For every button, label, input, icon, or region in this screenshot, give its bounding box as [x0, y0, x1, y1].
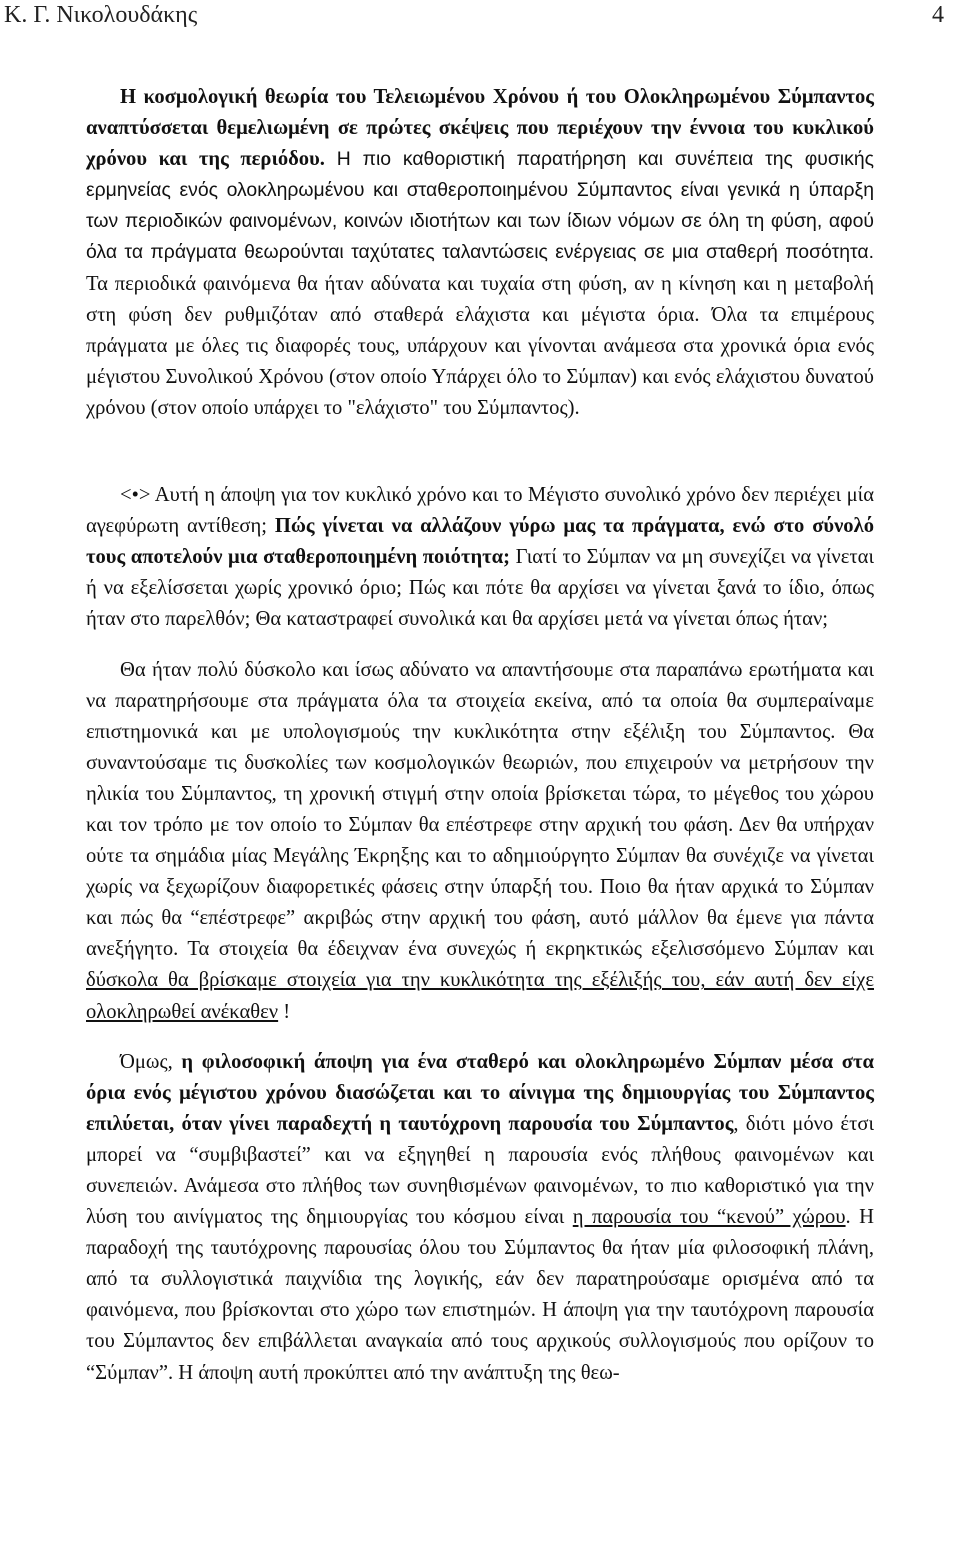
- page-number: 4: [932, 2, 944, 28]
- paragraph-4-underline: η παρουσία του “κενού” χώρου: [572, 1206, 846, 1229]
- paragraph-1: [86, 82, 874, 424]
- paragraph-4-text-2: , διότι μόνο έτσι μπορεί να “συμβιβαστεί” και να εξηγηθεί η παρουσία ενός πλήθους φαινομένων και συνεπειών. Ανάμεσα στο πλήθος των συνηθισμένων φαινομένων, το πιο καθοριστικό για την λύση του αινίγματος της δημιουργίας του κόσμου είναι: [86, 1112, 874, 1229]
- paragraph-4-text-3: . Η παραδοχή της ταυτόχρονης παρουσίας όλου του Σύμπαντος θα ήταν μία φιλοσοφική πλάνη, από τα συλλογιστικά παιχνίδια της λογικής, εάν δεν παρατηρούσαμε ορισμένα από τα φαινόμενα, που βρίσκονται στο χώρο των επιστημών. Η άποψη για την ταυτόχρονη παρουσία του Σύμπαντος δεν επιβάλλεται αναγκαία από τους αρχικούς συλλογισμούς που ορίζουν το “Σύμπαν”. Η άποψη αυτή προκύπτει από την ανάπτυξη της θεω-: [86, 1206, 874, 1384]
- paragraph-1-text: Η πιο καθοριστική παρατήρηση και συνέπεια της φυσικής ερμηνείας ενός ολοκληρωμένου και σταθεροποιημένου Σύμπαντος είναι γενικά η ύπαρξη των περιοδικών φαινομένων, κοινών ιδιοτήτων και των ίδιων νόμων σε όλη τη φύση, αφού όλα τα πράγματα θεωρούνται ταχύτατες ταλαντώσεις ενέργειας σε μια σταθερή ποσότητα.: [86, 148, 874, 264]
- paragraph-4-text: Όμως,: [120, 1050, 182, 1073]
- paragraph-3-text-2: !: [278, 1000, 291, 1023]
- paragraph-3-text: Θα ήταν πολύ δύσκολο και ίσως αδύνατο να απαντήσουμε στα παραπάνω ερωτήματα και να παρατηρήσουμε στα πράγματα όλα τα στοιχεία εκείνα, από τα οποία θα συμπεραίναμε επιστημονικά και με υπολογισμούς την κυκλικότητα στην εξέλιξη του Σύμπαντος. Θα συναντούσαμε τις δυσκολίες των κοσμολογικών θεωριών, που επιχειρούν να μετρήσουν την ηλικία του Σύμπαντος, τη χρονική στιγμή στην οποία βρίσκεται τώρα, το μέγεθος του χώρου και τον τρόπο με τον οποίο το Σύμπαν θα επέστρεφε στην αρχική του φάση. Δεν θα υπήρχαν ούτε τα σημάδια μίας Μεγάλης Έκρηξης και το αδημιούργητο Σύμπαν θα συνέχιζε να γίνεται χωρίς να ξεχωρίζουν διαφορετικές φάσεις στην ύπαρξή του. Ποιο θα ήταν αρχικά το Σύμπαν και πώς θα “επέστρεφε” ακριβώς στην αρχική του φάση, αυτό μάλλον θα έμενε για πάντα ανεξήγητο. Τα στοιχεία θα έδειχναν ένα συνεχώς ή εκρηκτικώς εξελισσόμενο Σύμπαν και: [86, 658, 874, 961]
- paragraph-2: [86, 480, 874, 635]
- paragraph-2-text-2: Γιατί το Σύμπαν να μη συνεχίζει να γίνεται ή να εξελίσσεται χωρίς χρονικό όριο; Πώς και πότε θα αρχίσει να γίνεται ξανά το ίδιο, όπως ήταν στο παρελθόν; Θα καταστραφεί συνολικά και θα αρχίσει μετά να γίνεται όπως ήταν;: [86, 546, 874, 631]
- paragraph-3-underline: δύσκολα θα βρίσκαμε στοιχεία για την κυκλικότητα της εξέλιξής του, εάν αυτή δεν είχε ολοκληρωθεί ανέκαθεν: [86, 969, 874, 1023]
- paragraph-4-bold: η φιλοσοφική άποψη για ένα σταθερό και ολοκληρωμένο Σύμπαν μέσα στα όρια ενός μέγιστου χρόνου διασώζεται και το αίνιγμα της δημιουργίας του Σύμπαντος επιλύεται, όταν γίνει παραδεχτή η ταυτόχρονη παρουσία του Σύμπαντος: [86, 1050, 874, 1135]
- paragraph-marker: <•>: [120, 484, 151, 507]
- document-body: [86, 82, 874, 1389]
- paragraph-1-bold: Η κοσμολογική θεωρία του Τελειωμένου Χρόνου ή του Ολοκληρωμένου Σύμπαντος αναπτύσσεται θεμελιωμένη σε πρώτες σκέψεις που περιέχουν την έννοια του κυκλικού χρόνου και της περιόδου.: [86, 86, 874, 171]
- paragraph-4: [86, 1047, 874, 1389]
- paragraph-3: [86, 655, 874, 1028]
- author-name: Κ. Γ. Νικολουδάκης: [4, 2, 198, 28]
- paragraph-2-bold: Πώς γίνεται να αλλάζουν γύρω μας τα πράγματα, ενώ στο σύνολό τους αποτελούν μια σταθεροποιημένη ποιότητα;: [86, 515, 874, 569]
- paragraph-2-text: Αυτή η άποψη για τον κυκλικό χρόνο και το Μέγιστο συνολικό χρόνο δεν περιέχει μία αγεφύρωτη αντίθεση;: [86, 484, 874, 538]
- paragraph-1-text-2: Τα περιοδικά φαινόμενα θα ήταν αδύνατα και τυχαία στη φύση, αν η κίνηση και η μεταβολή στη φύση δεν ρυθμιζόταν από σταθερά ελάχιστα και μέγιστα όρια. Όλα τα επιμέρους πράγματα με όλες τις διαφορές τους, υπάρχουν και γίνονται ανάμεσα στα χρονικά όρια ενός μέγιστου Συνολικού Χρόνου (στον οποίο Υπάρχει όλο το Σύμπαν) και ενός ελάχιστου δυνατού χρόνου (στον οποίο υπάρχει το "ελάχιστο" του Σύμπαντος).: [86, 272, 874, 419]
- page-header: [0, 0, 960, 34]
